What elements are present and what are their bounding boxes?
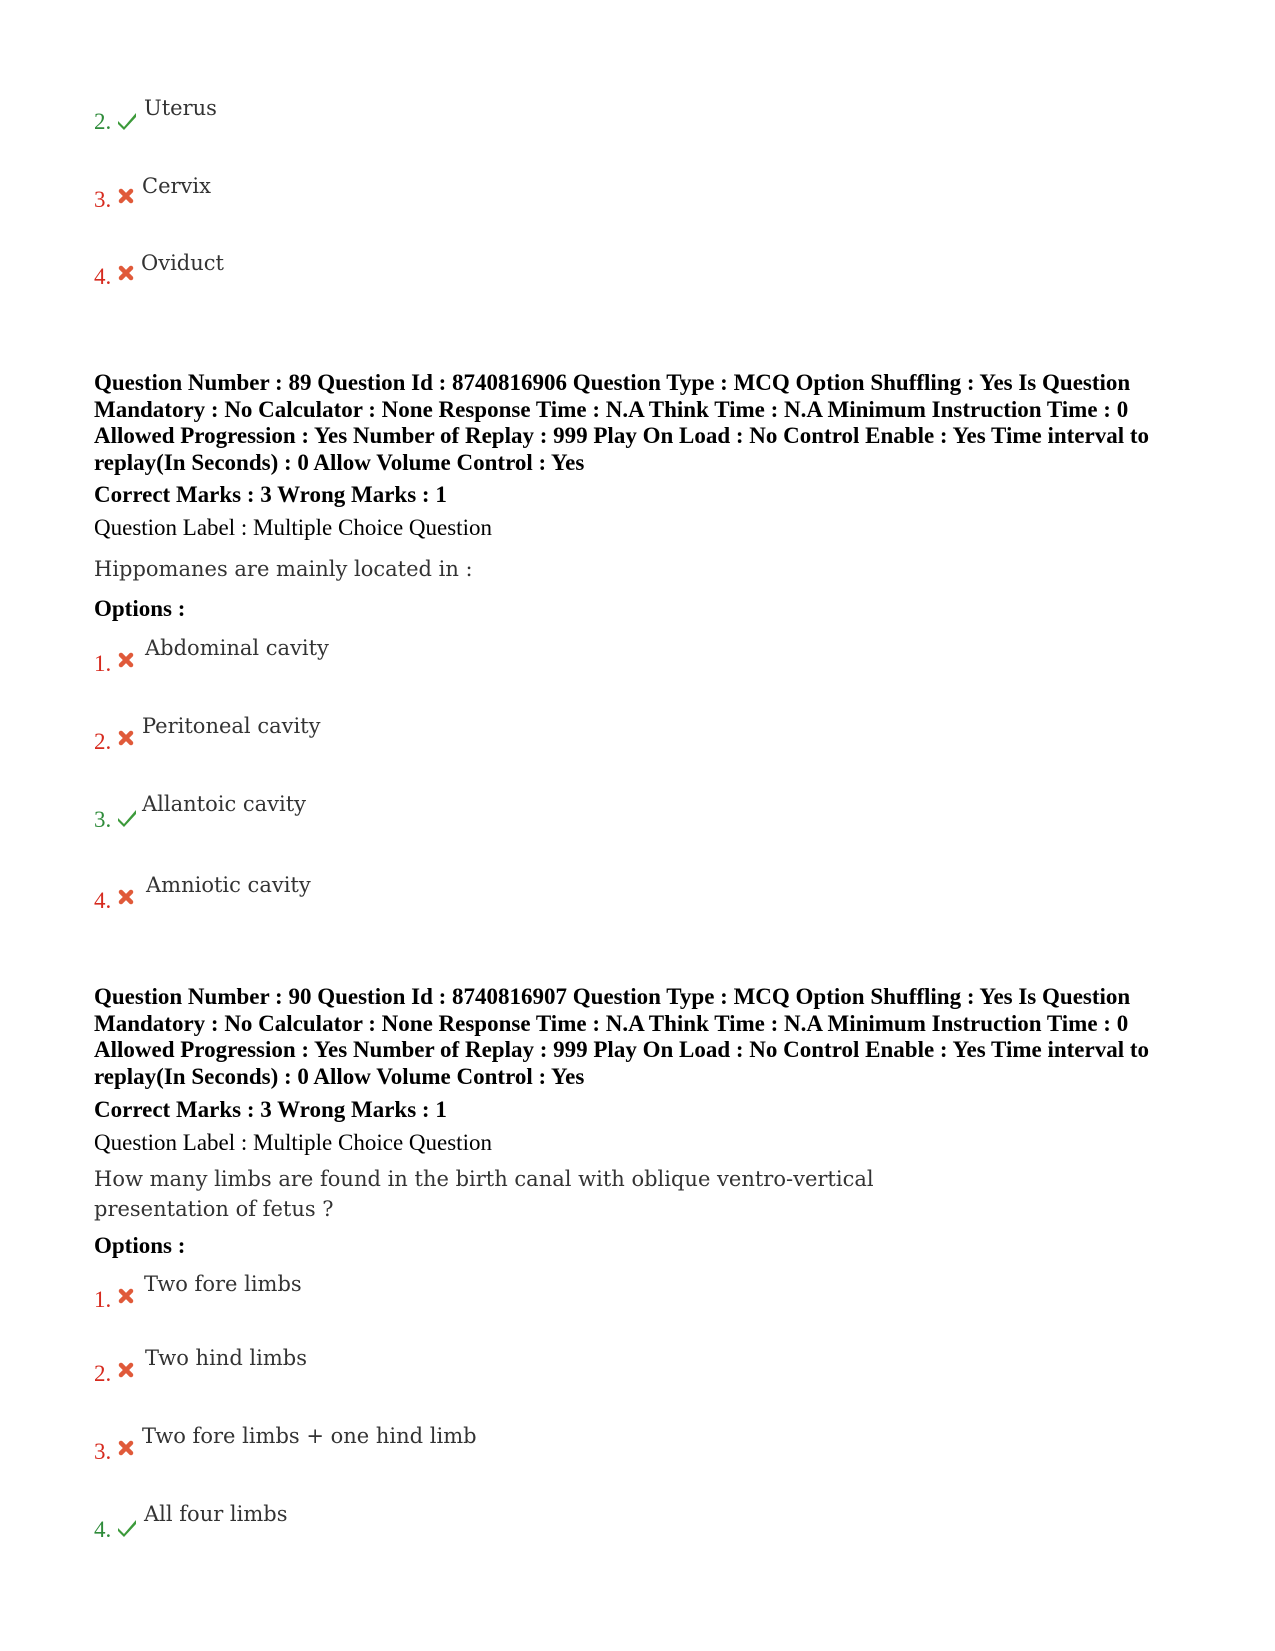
option-number: 4.	[94, 888, 112, 913]
option-text: All four limbs	[144, 1502, 288, 1526]
question-marks: Correct Marks : 3 Wrong Marks : 1	[94, 482, 447, 507]
cross-icon	[116, 650, 138, 672]
option-number: 2.	[94, 109, 112, 134]
option-text: Two fore limbs	[144, 1272, 302, 1296]
cross-icon	[116, 1286, 138, 1308]
question-label: Question Label : Multiple Choice Question	[94, 1130, 492, 1155]
question-marks: Correct Marks : 3 Wrong Marks : 1	[94, 1097, 447, 1122]
option-text: Cervix	[142, 174, 211, 198]
question-header: Question Number : 89 Question Id : 8740816906 Question Type : MCQ Option Shuffling : Yes Is Question Mandatory : No Calculator : None Response Time : N.A Think Time : N.A Minimum Instruction Time : 0 Allowed Progression : Yes Number of Replay : 999 Play On Load : No Control Enable : Yes Time interval to replay(In Seconds) : 0 Allow Volume Control : Yes	[94, 370, 1150, 475]
option-text: Abdominal cavity	[145, 636, 329, 660]
question-text: Hippomanes are mainly located in :	[94, 557, 473, 581]
option-number: 1.	[94, 651, 112, 676]
cross-icon	[116, 186, 138, 208]
option-text: Allantoic cavity	[142, 792, 307, 816]
cross-icon	[116, 728, 138, 750]
question-label: Question Label : Multiple Choice Question	[94, 515, 492, 540]
option-number: 2.	[94, 1361, 112, 1386]
cross-icon	[116, 887, 138, 909]
option-number: 4.	[94, 264, 112, 289]
option-number: 4.	[94, 1517, 112, 1542]
check-icon	[116, 806, 138, 828]
options-label: Options :	[94, 596, 186, 621]
option-number: 3.	[94, 187, 112, 212]
option-text: Oviduct	[141, 251, 224, 275]
option-number: 3.	[94, 1439, 112, 1464]
cross-icon	[116, 263, 138, 285]
check-icon	[116, 1516, 138, 1538]
question-header: Question Number : 90 Question Id : 8740816907 Question Type : MCQ Option Shuffling : Yes Is Question Mandatory : No Calculator : None Response Time : N.A Think Time : N.A Minimum Instruction Time : 0 Allowed Progression : Yes Number of Replay : 999 Play On Load : No Control Enable : Yes Time interval to replay(In Seconds) : 0 Allow Volume Control : Yes	[94, 984, 1150, 1089]
check-icon	[116, 109, 138, 131]
options-label: Options :	[94, 1233, 186, 1258]
cross-icon	[116, 1438, 138, 1460]
question-text: How many limbs are found in the birth canal with oblique ventro-vertical presentation of fetus ?	[94, 1167, 874, 1221]
option-number: 2.	[94, 729, 112, 754]
option-text: Amniotic cavity	[146, 873, 311, 897]
option-text: Two fore limbs + one hind limb	[142, 1424, 477, 1448]
option-text: Peritoneal cavity	[142, 714, 321, 738]
option-text: Uterus	[144, 96, 217, 120]
option-number: 1.	[94, 1287, 112, 1312]
cross-icon	[116, 1360, 138, 1382]
option-text: Two hind limbs	[145, 1346, 308, 1370]
option-number: 3.	[94, 807, 112, 832]
